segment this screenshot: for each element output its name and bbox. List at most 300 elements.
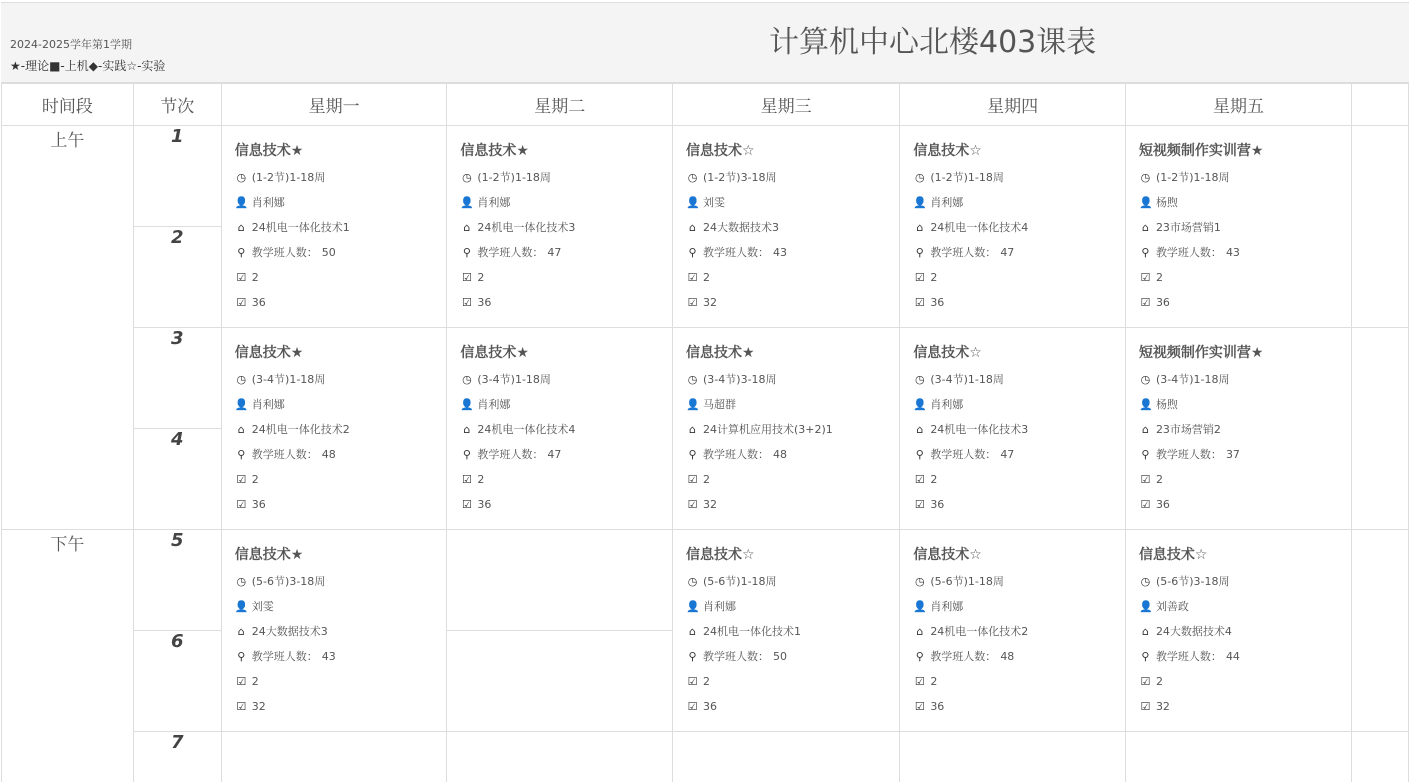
location-pin-icon: ⚲ [237, 246, 246, 259]
period-3: 3 [133, 328, 221, 429]
course-credit [235, 669, 447, 694]
course-class [1139, 417, 1351, 442]
course-class [686, 619, 899, 644]
home-icon: ⌂ [916, 625, 924, 638]
course-cell-am2-friday[interactable] [1125, 328, 1351, 530]
count-label: 教学班人数： [930, 650, 997, 663]
count-label: 教学班人数： [477, 448, 544, 461]
checkbox-icon: ☑ [1140, 700, 1151, 713]
course-count [1139, 240, 1351, 265]
user-icon: 👤 [234, 398, 249, 411]
course-time [1139, 367, 1351, 392]
course-cell-am1-friday[interactable] [1125, 126, 1351, 328]
clock-icon: ◷ [915, 575, 925, 588]
course-block[interactable] [1126, 328, 1351, 517]
course-class-value: 24机电一体化技术3 [477, 221, 576, 234]
course-count [686, 240, 899, 265]
checkbox-icon: ☑ [461, 271, 472, 284]
course-hours-value: 36 [1155, 498, 1170, 511]
user-icon: 👤 [460, 196, 475, 209]
course-count-value: 48 [321, 448, 336, 461]
course-class [913, 215, 1125, 240]
course-teacher [1139, 190, 1351, 215]
course-credit-value: 2 [930, 675, 938, 688]
course-hours-value: 36 [477, 296, 492, 309]
clock-icon: ◷ [687, 171, 698, 184]
user-icon: 👤 [686, 196, 700, 209]
location-pin-icon: ⚲ [1141, 650, 1150, 663]
checkbox-icon: ☑ [687, 473, 698, 486]
location-pin-icon: ⚲ [688, 448, 697, 461]
empty-cell-tuesday [447, 631, 673, 732]
course-time [913, 367, 1125, 392]
course-cell-am1-thursday[interactable] [900, 126, 1126, 328]
course-name[interactable]: 信息技术☆ [686, 547, 755, 563]
course-class [235, 215, 447, 240]
count-label: 教学班人数： [703, 448, 770, 461]
course-hours [235, 492, 447, 517]
course-count-value: 44 [1225, 650, 1240, 663]
course-hours-value: 36 [1155, 296, 1170, 309]
course-teacher [460, 190, 672, 215]
course-block[interactable] [447, 126, 672, 315]
checkbox-icon: ☑ [236, 296, 247, 309]
user-icon: 👤 [1138, 196, 1153, 209]
course-teacher-value: 杨煦 [1155, 398, 1178, 411]
count-label: 教学班人数： [703, 246, 770, 259]
course-class-value: 24机电一体化技术1 [703, 625, 802, 638]
course-name[interactable]: 信息技术★ [234, 547, 304, 563]
course-time-value: (1-2节)1-18周 [930, 171, 1004, 184]
count-label: 教学班人数： [251, 448, 318, 461]
course-time-value: (1-2节)1-18周 [1155, 171, 1230, 184]
count-label: 教学班人数： [703, 650, 770, 663]
course-teacher [235, 190, 447, 215]
clock-icon: ◷ [236, 575, 247, 588]
course-credit-value: 2 [930, 271, 938, 284]
course-count [686, 442, 899, 467]
course-teacher [235, 594, 447, 619]
course-teacher [235, 392, 447, 417]
course-class [913, 619, 1125, 644]
course-teacher [913, 190, 1125, 215]
course-cell-am2-thursday[interactable] [900, 328, 1126, 530]
course-count [1139, 442, 1351, 467]
user-icon: 👤 [234, 600, 249, 613]
checkbox-icon: ☑ [687, 700, 698, 713]
course-count-value: 37 [1225, 448, 1240, 461]
home-icon: ⌂ [1141, 625, 1149, 638]
course-block[interactable] [222, 126, 447, 315]
location-pin-icon: ⚲ [915, 448, 924, 461]
term-label: 2024-2025学年第1学期 [10, 38, 132, 51]
checkbox-icon: ☑ [687, 296, 698, 309]
course-class-value: 23市场营销1 [1155, 221, 1221, 234]
course-credit-value: 2 [930, 473, 938, 486]
course-count [913, 442, 1125, 467]
col-header-period: 节次 [133, 83, 221, 126]
period-1: 1 [133, 126, 221, 227]
course-credit-value: 2 [477, 473, 485, 486]
home-icon: ⌂ [237, 625, 245, 638]
course-hours-value: 36 [703, 700, 718, 713]
clock-icon: ◷ [687, 575, 698, 588]
user-icon: 👤 [460, 398, 475, 411]
course-teacher [686, 190, 899, 215]
extra-cell [1352, 530, 1409, 732]
course-teacher-value: 肖利娜 [251, 196, 285, 209]
course-time-value: (5-6节)1-18周 [930, 575, 1004, 588]
checkbox-icon: ☑ [687, 271, 698, 284]
checkbox-icon: ☑ [914, 473, 925, 486]
course-hours-value: 32 [703, 498, 718, 511]
course-cell-am1-monday[interactable] [221, 126, 447, 328]
home-icon: ⌂ [1141, 423, 1149, 436]
course-hours [235, 290, 447, 315]
location-pin-icon: ⚲ [688, 650, 697, 663]
course-credit [1139, 467, 1351, 492]
col-header-tuesday: 星期二 [447, 83, 673, 126]
course-count [913, 240, 1125, 265]
page-title: 计算机中心北楼403课表 [769, 25, 1097, 60]
course-name[interactable]: 信息技术★ [460, 143, 529, 159]
course-class [686, 417, 899, 442]
course-credit-value: 2 [251, 473, 259, 486]
table-row [2, 732, 1409, 782]
clock-icon: ◷ [915, 373, 925, 386]
home-icon: ⌂ [463, 423, 471, 436]
course-count [235, 644, 447, 669]
course-count-value: 50 [773, 650, 788, 663]
course-hours [913, 492, 1125, 517]
course-class-value: 24机电一体化技术2 [251, 423, 350, 436]
course-hours [1139, 694, 1351, 719]
course-teacher-value: 肖利娜 [930, 600, 964, 613]
period-7: 7 [133, 732, 221, 782]
course-cell-pm1-thursday[interactable] [900, 530, 1126, 732]
course-hours-value: 36 [251, 296, 266, 309]
course-time-value: (3-4节)1-18周 [251, 373, 326, 386]
legend-text: ★-理论■-上机◆-实践☆-实验 [10, 59, 166, 73]
period-6: 6 [133, 631, 221, 732]
course-count [460, 240, 672, 265]
clock-icon: ◷ [462, 171, 472, 184]
course-name[interactable]: 信息技术☆ [913, 143, 982, 159]
location-pin-icon: ⚲ [1141, 448, 1150, 461]
course-hours-value: 32 [703, 296, 718, 309]
home-icon: ⌂ [463, 221, 471, 234]
course-hours [686, 492, 899, 517]
checkbox-icon: ☑ [1140, 498, 1151, 511]
course-name[interactable]: 信息技术★ [686, 345, 755, 361]
course-teacher [686, 392, 899, 417]
location-pin-icon: ⚲ [462, 246, 471, 259]
course-class [235, 619, 447, 644]
course-credit-value: 2 [477, 271, 485, 284]
course-count-value: 50 [321, 246, 336, 259]
table-row [2, 328, 1409, 429]
course-teacher-value: 杨煦 [1155, 196, 1178, 209]
course-hours [460, 492, 672, 517]
empty-cell-monday [221, 732, 447, 782]
course-cell-am2-wednesday[interactable] [673, 328, 900, 530]
course-block[interactable] [673, 530, 899, 719]
checkbox-icon: ☑ [461, 296, 472, 309]
course-credit [460, 467, 672, 492]
checkbox-icon: ☑ [236, 473, 247, 486]
home-icon: ⌂ [916, 423, 924, 436]
course-time-value: (1-2节)3-18周 [703, 171, 777, 184]
home-icon: ⌂ [1141, 221, 1149, 234]
home-icon: ⌂ [689, 625, 696, 638]
course-time-value: (3-4节)1-18周 [477, 373, 551, 386]
course-cell-am2-tuesday[interactable] [447, 328, 673, 530]
col-header-time-segment: 时间段 [2, 83, 134, 126]
half-afternoon: 下午 [2, 530, 134, 782]
course-credit [913, 265, 1125, 290]
course-hours-value: 36 [930, 296, 945, 309]
course-count-value: 48 [1000, 650, 1015, 663]
course-credit [1139, 265, 1351, 290]
course-hours [1139, 290, 1351, 315]
course-time-value: (5-6节)3-18周 [1155, 575, 1230, 588]
course-name[interactable]: 信息技术☆ [686, 143, 755, 159]
course-time [460, 165, 672, 190]
course-teacher-value: 肖利娜 [930, 398, 964, 411]
course-count [913, 644, 1125, 669]
course-block[interactable] [1126, 530, 1351, 719]
course-time-value: (5-6节)1-18周 [703, 575, 777, 588]
course-hours [1139, 492, 1351, 517]
checkbox-icon: ☑ [1140, 271, 1151, 284]
course-credit [913, 467, 1125, 492]
course-class [686, 215, 899, 240]
course-class-value: 23市场营销2 [1155, 423, 1221, 436]
course-teacher-value: 刘雯 [251, 600, 274, 613]
course-credit-value: 2 [703, 675, 711, 688]
course-time-value: (3-4节)1-18周 [930, 373, 1004, 386]
course-cell-am2-monday[interactable] [221, 328, 447, 530]
course-count [1139, 644, 1351, 669]
course-time [1139, 165, 1351, 190]
home-icon: ⌂ [237, 221, 245, 234]
course-time-value: (1-2节)1-18周 [251, 171, 326, 184]
course-name[interactable]: 信息技术★ [234, 143, 304, 159]
location-pin-icon: ⚲ [915, 246, 924, 259]
course-class [460, 417, 672, 442]
course-teacher-value: 肖利娜 [477, 196, 511, 209]
clock-icon: ◷ [1140, 373, 1151, 386]
course-count-value: 47 [547, 448, 562, 461]
course-block[interactable] [900, 530, 1125, 719]
course-name[interactable]: 信息技术☆ [913, 345, 982, 361]
course-teacher-value: 刘雯 [703, 196, 726, 209]
course-time [460, 367, 672, 392]
location-pin-icon: ⚲ [915, 650, 924, 663]
course-time-value: (3-4节)3-18周 [703, 373, 777, 386]
course-credit [460, 265, 672, 290]
empty-cell-wednesday [673, 732, 900, 782]
course-class [1139, 619, 1351, 644]
course-teacher-value: 肖利娜 [251, 398, 285, 411]
course-class [1139, 215, 1351, 240]
course-credit-value: 2 [1155, 675, 1163, 688]
course-class-value: 24机电一体化技术4 [930, 221, 1029, 234]
clock-icon: ◷ [915, 171, 925, 184]
course-cell-pm1-tuesday [447, 530, 673, 631]
course-count-value: 48 [773, 448, 788, 461]
course-count-value: 43 [773, 246, 788, 259]
course-count-value: 47 [547, 246, 562, 259]
col-header-friday: 星期五 [1125, 83, 1351, 126]
course-credit [235, 467, 447, 492]
checkbox-icon: ☑ [914, 498, 925, 511]
course-teacher [913, 392, 1125, 417]
course-credit-value: 2 [1155, 473, 1163, 486]
home-icon: ⌂ [689, 221, 696, 234]
course-count-value: 43 [1225, 246, 1240, 259]
course-credit-value: 2 [703, 473, 711, 486]
user-icon: 👤 [913, 196, 928, 209]
course-credit [1139, 669, 1351, 694]
course-hours [913, 694, 1125, 719]
course-block[interactable] [222, 530, 447, 719]
extra-cell [1352, 732, 1409, 782]
course-hours [913, 290, 1125, 315]
period-5: 5 [133, 530, 221, 631]
col-header-monday: 星期一 [221, 83, 447, 126]
course-name[interactable]: 短视频制作实训营★ [1138, 143, 1264, 159]
home-icon: ⌂ [916, 221, 924, 234]
course-teacher [1139, 392, 1351, 417]
course-cell-am1-tuesday[interactable] [447, 126, 673, 328]
course-credit-value: 2 [251, 271, 259, 284]
user-icon: 👤 [686, 398, 700, 411]
course-hours [460, 290, 672, 315]
course-time [235, 569, 447, 594]
course-teacher-value: 刘善政 [1155, 600, 1189, 613]
course-time [235, 165, 447, 190]
course-block[interactable] [1126, 126, 1351, 315]
course-block[interactable] [673, 126, 899, 315]
course-hours-value: 32 [251, 700, 266, 713]
course-time [1139, 569, 1351, 594]
course-count [235, 442, 447, 467]
course-name[interactable]: 信息技术☆ [1138, 547, 1208, 563]
checkbox-icon: ☑ [236, 700, 247, 713]
table-row [2, 530, 1409, 631]
user-icon: 👤 [1138, 600, 1153, 613]
course-class-value: 24机电一体化技术3 [930, 423, 1029, 436]
course-class [460, 215, 672, 240]
course-cell-pm1-wednesday[interactable] [673, 530, 900, 732]
course-block[interactable] [900, 126, 1125, 315]
course-class-value: 24大数据技术4 [1155, 625, 1232, 638]
course-teacher [460, 392, 672, 417]
course-count-value: 47 [1000, 246, 1015, 259]
empty-cell-thursday [900, 732, 1126, 782]
course-class-value: 24机电一体化技术4 [477, 423, 576, 436]
course-name[interactable]: 信息技术★ [460, 345, 529, 361]
course-time [686, 569, 899, 594]
course-count [686, 644, 899, 669]
course-credit-value: 2 [1155, 271, 1163, 284]
course-name[interactable]: 信息技术★ [234, 345, 304, 361]
clock-icon: ◷ [1140, 171, 1151, 184]
checkbox-icon: ☑ [914, 675, 925, 688]
checkbox-icon: ☑ [687, 675, 698, 688]
checkbox-icon: ☑ [687, 498, 698, 511]
course-block[interactable] [447, 328, 672, 517]
course-class [235, 417, 447, 442]
clock-icon: ◷ [236, 171, 247, 184]
course-time [913, 165, 1125, 190]
course-class [913, 417, 1125, 442]
course-time [686, 165, 899, 190]
location-pin-icon: ⚲ [1141, 246, 1150, 259]
half-morning: 上午 [2, 126, 134, 530]
count-label: 教学班人数： [251, 246, 318, 259]
course-block[interactable] [900, 328, 1125, 517]
clock-icon: ◷ [236, 373, 247, 386]
course-teacher [1139, 594, 1351, 619]
checkbox-icon: ☑ [236, 271, 247, 284]
course-cell-am1-wednesday[interactable] [673, 126, 900, 328]
course-teacher [686, 594, 899, 619]
count-label: 教学班人数： [251, 650, 318, 663]
course-teacher-value: 肖利娜 [930, 196, 964, 209]
course-time [235, 367, 447, 392]
course-count-value: 47 [1000, 448, 1015, 461]
course-name[interactable]: 信息技术☆ [913, 547, 982, 563]
course-time [913, 569, 1125, 594]
course-credit [686, 265, 899, 290]
user-icon: 👤 [686, 600, 700, 613]
course-class-value: 24大数据技术3 [251, 625, 328, 638]
course-hours [686, 290, 899, 315]
checkbox-icon: ☑ [1140, 675, 1151, 688]
course-class-value: 24机电一体化技术2 [930, 625, 1029, 638]
course-class-value: 24计算机应用技术(3+2)1 [703, 423, 833, 436]
table-row [2, 126, 1409, 227]
header-row [2, 83, 1409, 126]
course-cell-pm1-monday[interactable] [221, 530, 447, 732]
course-time-value: (5-6节)3-18周 [251, 575, 326, 588]
clock-icon: ◷ [1140, 575, 1151, 588]
course-cell-pm1-friday[interactable] [1125, 530, 1351, 732]
course-hours-value: 36 [930, 700, 945, 713]
count-label: 教学班人数： [1155, 650, 1222, 663]
course-block[interactable] [222, 328, 447, 517]
checkbox-icon: ☑ [1140, 296, 1151, 309]
user-icon: 👤 [1138, 398, 1153, 411]
course-hours-value: 36 [251, 498, 266, 511]
home-icon: ⌂ [689, 423, 696, 436]
course-teacher-value: 马超群 [703, 398, 737, 411]
course-block[interactable] [673, 328, 899, 517]
extra-cell [1352, 126, 1409, 328]
course-hours-value: 36 [930, 498, 945, 511]
course-hours [235, 694, 447, 719]
empty-cell-friday [1125, 732, 1351, 782]
course-name[interactable]: 短视频制作实训营★ [1138, 345, 1264, 361]
count-label: 教学班人数： [477, 246, 544, 259]
course-class-value: 24大数据技术3 [703, 221, 780, 234]
course-time [686, 367, 899, 392]
checkbox-icon: ☑ [1140, 473, 1151, 486]
user-icon: 👤 [913, 398, 928, 411]
clock-icon: ◷ [687, 373, 698, 386]
